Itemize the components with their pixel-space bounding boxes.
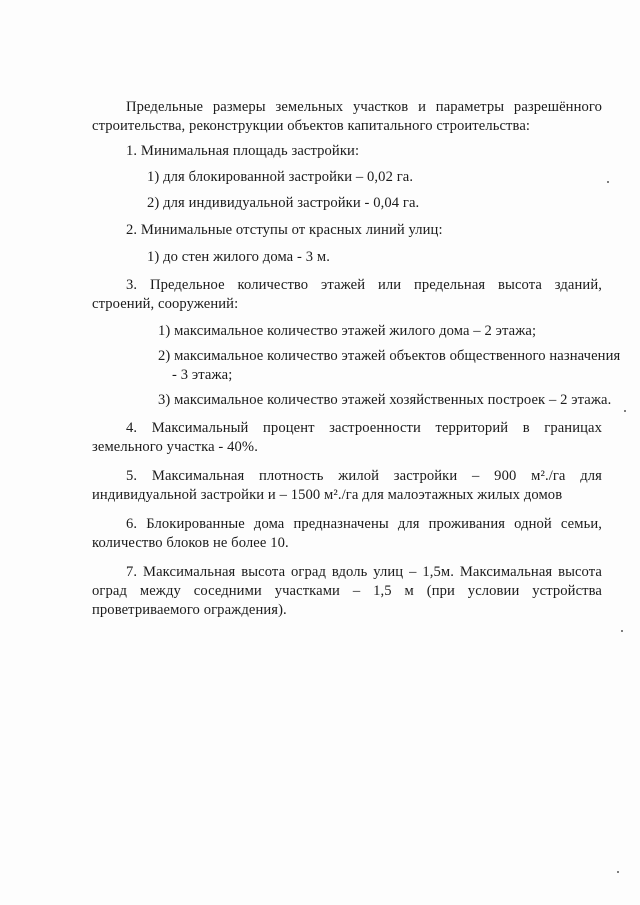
item-1-title: 1. Минимальная площадь застройки: — [126, 143, 360, 159]
item-3-sub-2: 2) максимальное количество этажей объектов общественного назначения — [158, 348, 621, 364]
item-5-paragraph: 5. Максимальная плотность жилой застройки – 900 м²./га для индивидуальной застройки и – 1500 м²./га для малоэтажных жилых домов — [92, 468, 602, 503]
item-3-title: 3. Предельное количество этажей или предельная высота зданий, строений, сооружений: — [92, 277, 602, 312]
item-4-paragraph: 4. Максимальный процент застроенности территорий в границах земельного участка - 40%. — [92, 420, 602, 455]
scan-speck — [607, 181, 609, 183]
scan-speck — [624, 410, 626, 412]
document-body — [92, 98, 621, 620]
scan-speck — [621, 630, 623, 632]
scan-speck — [617, 871, 619, 873]
item-2-title: 2. Минимальные отступы от красных линий улиц: — [126, 222, 443, 238]
item-3-sub-2-cont: - 3 этажа; — [172, 367, 233, 383]
item-3-sub-3: 3) максимальное количество этажей хозяйственных построек – 2 этажа. — [158, 392, 612, 408]
item-1-sub-2: 2) для индивидуальной застройки - 0,04 га. — [147, 195, 420, 211]
intro-paragraph: Предельные размеры земельных участков и параметры разрешённого строительства, реконструкции объектов капитального строительства: — [92, 99, 602, 134]
item-3-sub-1: 1) максимальное количество этажей жилого дома – 2 этажа; — [158, 323, 537, 339]
item-1-sub-1: 1) для блокированной застройки – 0,02 га. — [147, 169, 414, 185]
item-7-paragraph: 7. Максимальная высота оград вдоль улиц – 1,5м. Максимальная высота оград между соседними участками – 1,5 м (при условии устройства проветриваемого ограждения). — [92, 564, 602, 618]
item-2-sub-1: 1) до стен жилого дома - 3 м. — [147, 249, 330, 265]
item-6-paragraph: 6. Блокированные дома предназначены для проживания одной семьи, количество блоков не более 10. — [92, 516, 602, 551]
